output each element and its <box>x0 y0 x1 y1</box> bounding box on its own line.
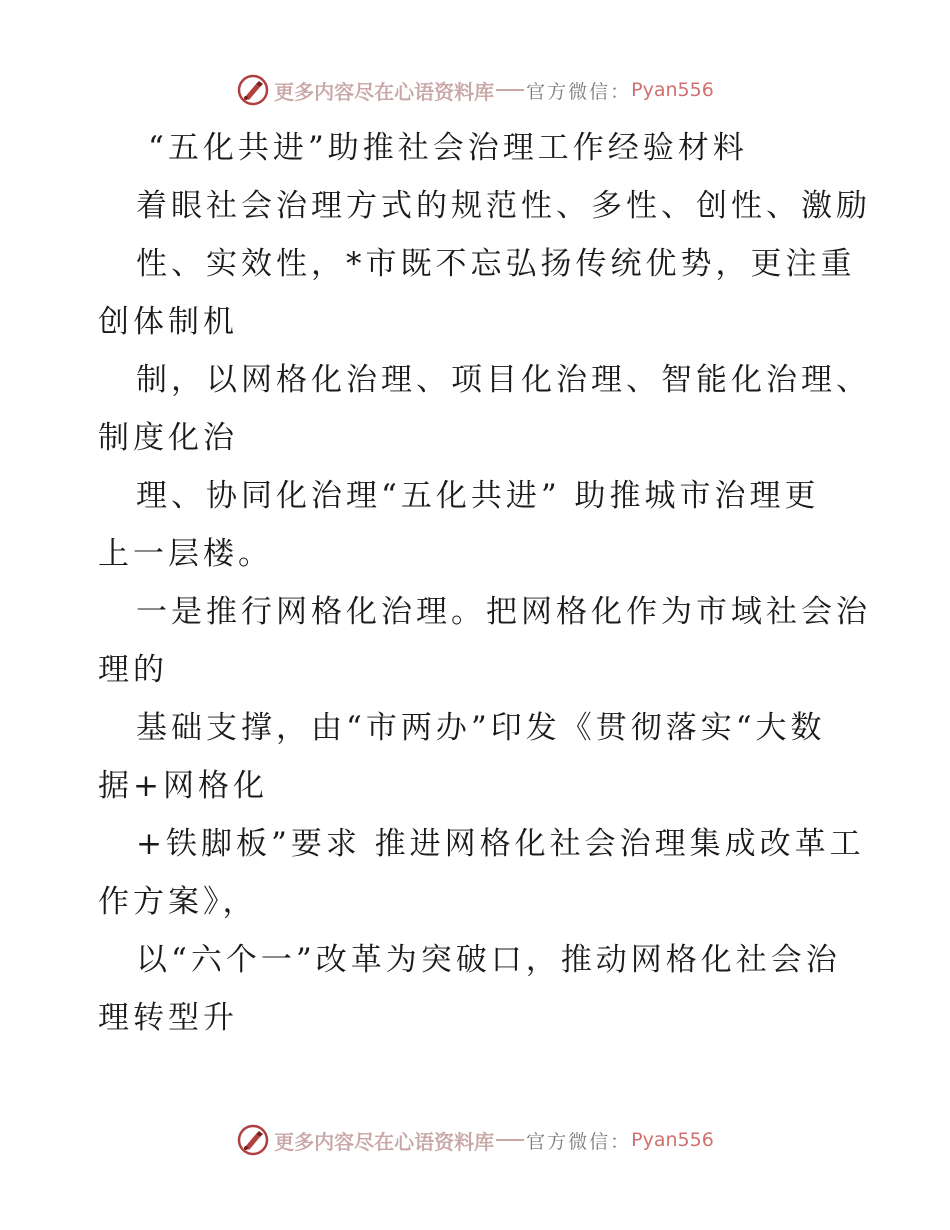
pen-logo-icon <box>236 73 270 107</box>
watermark-wechat-id: Pyan556 <box>631 1129 714 1151</box>
text-line: 制，以网格化治理、项目化治理、智能化治理、 <box>136 362 871 398</box>
watermark-official-label: 官方微信： <box>526 80 632 103</box>
text-line: 据+网格化 <box>98 768 268 804</box>
watermark-text: 更多内容尽在心语资料库 <box>274 1129 495 1154</box>
text-line: 以“六个一”改革为突破口，推动网格化社会治 <box>136 942 841 978</box>
text-line: 创体制机 <box>98 304 238 340</box>
footer-watermark <box>0 1120 950 1160</box>
watermark-separator <box>496 89 524 91</box>
text-line: 理的 <box>98 652 168 688</box>
watermark-text: 更多内容尽在心语资料库 <box>274 79 495 104</box>
text-line: +铁脚板”要求 推进网格化社会治理集成改革工 <box>136 826 865 862</box>
text-line: 理、协同化治理“五化共进” 助推城市治理更 <box>136 478 820 514</box>
text-line: 性、实效性，*市既不忘弘扬传统优势，更注重 <box>136 246 856 282</box>
header-watermark <box>0 70 950 110</box>
pen-logo-icon <box>236 1123 270 1157</box>
text-line: 理转型升 <box>98 1000 238 1036</box>
watermark-wechat-id: Pyan556 <box>631 79 714 101</box>
document-title: “五化共进”助推社会治理工作经验材料 <box>148 130 748 166</box>
text-line: 作方案》， <box>98 884 258 920</box>
text-line: 着眼社会治理方式的规范性、多性、创性、激励 <box>136 188 871 224</box>
text-line: 一是推行网格化治理。把网格化作为市域社会治 <box>136 594 871 630</box>
text-line: 制度化治 <box>98 420 238 456</box>
watermark-official-label: 官方微信： <box>526 1130 632 1153</box>
text-line: 上一层楼。 <box>98 536 273 572</box>
watermark-separator <box>496 1139 524 1141</box>
text-line: 基础支撑，由“市两办”印发《贯彻落实“大数 <box>136 710 826 746</box>
